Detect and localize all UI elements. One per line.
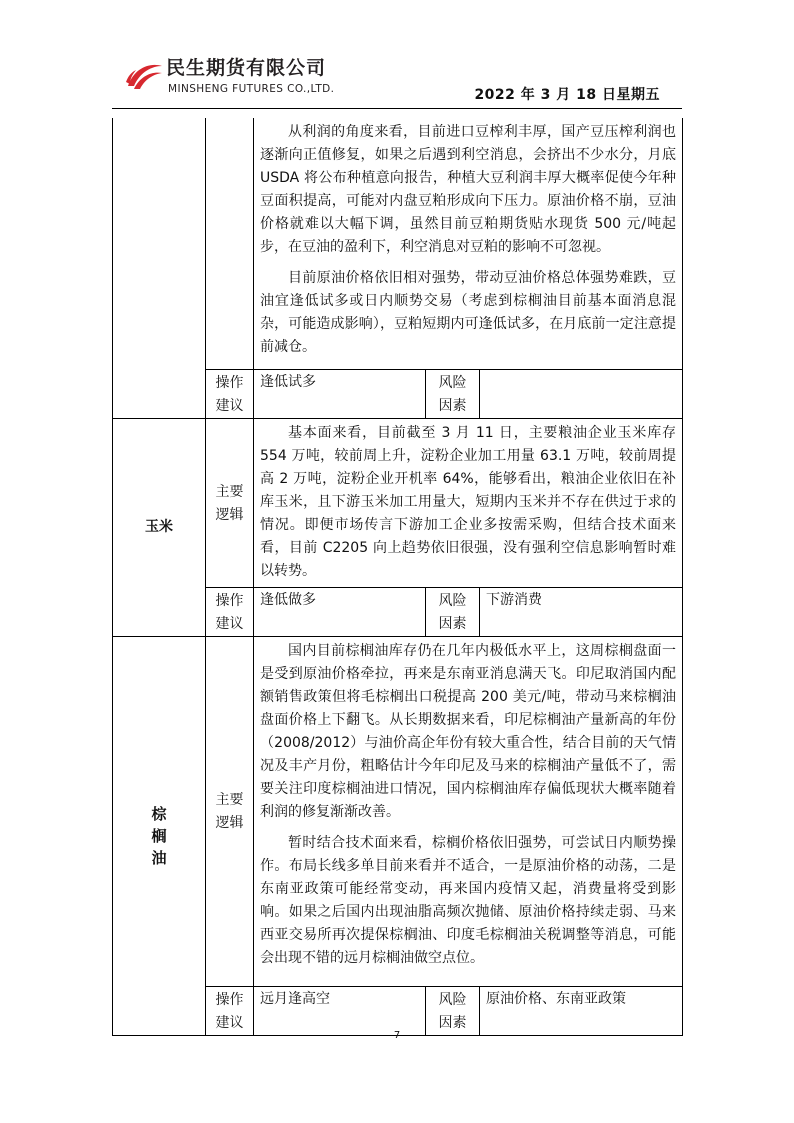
meal-logic-label [206,118,254,369]
company-name-cn: 民生期货有限公司 [166,57,327,79]
corn-logic-row [113,418,683,587]
palm-advice-value: 远月逢高空 [254,986,426,1035]
corn-logic-label: 主要 逻辑 [206,418,254,587]
meal-paragraph: 目前原油价格依旧相对强势，带动豆油价格总体强势难跌，豆油宜逢低试多或日内顺势交易（考虑到棕榈油目前基本面消息混杂，可能造成影响），豆粕短期内可逢低试多，在月底前一定注意提前减仓。 [260,270,677,355]
company-logo [124,56,364,102]
meal-logic-row [113,118,683,369]
palm-logic-row [113,636,683,986]
corn-advice-value: 逢低做多 [254,587,426,636]
corn-paragraph: 基本面来看，目前截至 3 月 11 日，主要粮油企业玉米库存 554 万吨，较前周上升，淀粉企业加工用量 63.1 万吨，较前周提高 2 万吨，淀粉企业开机率 64%，能够看出，粮油企业依旧在补库玉米，且下游玉米加工用量大，短期内玉米并不存在供过于求的情况。即便市场传言下游加工企业多按需采购，但结合技术面来看，目前 C2205 向上趋势依旧很强，没有强利空信息影响暂时难以转势。 [260,424,677,579]
report-date: 2022 年 3 月 18 日星期五 [474,87,660,103]
palm-advice-label: 操作 建议 [206,986,254,1035]
page-number: 7 [393,1030,401,1041]
meal-risk-value [480,369,683,418]
palm-logic-body [254,636,683,986]
meal-advice-value: 逢低试多 [254,369,426,418]
meal-paragraph: 从利润的角度来看，目前进口豆榨利丰厚，国产豆压榨利润也逐渐向正值修复，如果之后遇到利空消息，会挤出不少水分，月底 USDA 将公布种植意向报告，种植大豆利润丰厚大概率促使今年种豆面积提高，可能对内盘豆粕形成向下压力。原油价格不崩，豆油价格就难以大幅下调，虽然目前豆粕期货贴水现货 500 元/吨起步，在豆油的盈利下，利空消息对豆粕的影响不可忽视。 [260,124,677,255]
palm-paragraph: 国内目前棕榈油库存仍在几年内极低水平上，这周棕榈盘面一是受到原油价格牵拉，再来是东南亚消息满天飞。印尼取消国内配额销售政策但将毛棕榈出口税提高 200 美元/吨，带动马来棕榈油盘面价格上下翻飞。从长期数据来看，印尼棕榈油产量新高的年份（2008/2012）与油价高企年份有较大重合性，结合目前的天气情况及丰产月份，粗略估计今年印尼及马来的棕榈油产量低不了，需要关注印度棕榈油进口情况，国内棕榈油库存偏低现状大概率随着利润的修复渐渐改善。 [260,642,677,820]
analysis-table [112,118,683,1036]
palm-risk-label: 风险 因素 [426,986,480,1035]
header-divider [112,108,682,109]
minsheng-logo-icon [124,56,164,96]
page-header [0,0,794,118]
meal-risk-label: 风险 因素 [426,369,480,418]
meal-advice-label: 操作 建议 [206,369,254,418]
palm-risk-value: 原油价格、东南亚政策 [480,986,683,1035]
palm-logic-label: 主要 逻辑 [206,636,254,986]
palm-category-text: 棕榈油 [151,804,167,867]
corn-risk-value: 下游消费 [480,587,683,636]
corn-risk-label: 风险 因素 [426,587,480,636]
meal-category-cell [113,118,206,418]
company-name-en: MINSHENG FUTURES CO.,LTD. [168,83,335,95]
corn-advice-label: 操作 建议 [206,587,254,636]
corn-category-cell: 玉米 [113,418,206,636]
palm-category-cell [113,636,206,1035]
meal-logic-body [254,118,683,369]
corn-logic-body [254,418,683,587]
palm-paragraph: 暂时结合技术面来看，棕榈价格依旧强势，可尝试日内顺势操作。布局长线多单目前来看并不适合，一是原油价格的动荡，二是东南亚政策可能经常变动，再来国内疫情又起，消费量将受到影响。如果之后国内出现油脂高频次抛储、原油价格持续走弱、马来西亚交易所再次提保棕榈油、印度毛棕榈油关税调整等消息，可能会出现不错的远月棕榈油做空点位。 [260,834,677,966]
